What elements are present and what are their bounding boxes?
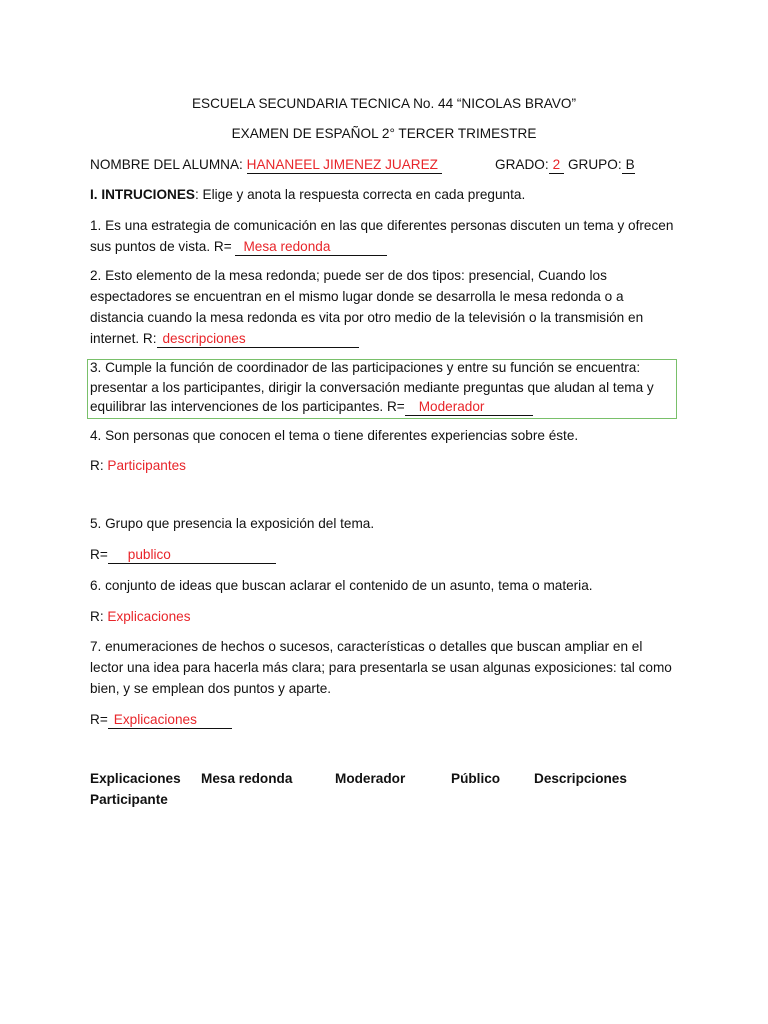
- answer-6-row: R: Explicaciones: [90, 609, 191, 624]
- student-name-value: HANANEEL JIMENEZ JUAREZ: [247, 157, 442, 174]
- grade-label: GRADO:: [495, 157, 549, 172]
- answer-4-row: R: Participantes: [90, 458, 186, 473]
- question-3-line-2: presentar a los participantes, dirigir la conversación mediante preguntas que aludan al tema y: [90, 380, 654, 395]
- answer-7: Explicaciones: [108, 712, 232, 729]
- question-4: 4. Son personas que conocen el tema o tiene diferentes experiencias sobre éste.: [90, 428, 579, 443]
- instructions-text: : Elige y anota la respuesta correcta en cada pregunta.: [194, 187, 526, 202]
- question-1-line-2: sus puntos de vista. R= Mesa redonda: [90, 237, 387, 257]
- answer-7-row: R= Explicaciones: [90, 710, 232, 730]
- question-2-line-1: 2. Esto elemento de la mesa redonda; puede ser de dos tipos: presencial, Cuando los: [90, 268, 607, 283]
- group-value: B: [622, 157, 635, 174]
- word-bank-item: Descripciones: [534, 771, 627, 786]
- question-6: 6. conjunto de ideas que buscan aclarar el contenido de un asunto, tema o materia.: [90, 578, 593, 593]
- question-3-line-3: equilibrar las intervenciones de los participantes. R= Moderador: [90, 397, 533, 417]
- question-7-line-2: lector una idea para hacerla más clara; para presentarla se usan algunas exposiciones: tal como: [90, 660, 672, 675]
- answer-5: publico: [108, 547, 276, 564]
- group-label: GRUPO:: [567, 157, 622, 172]
- word-bank-item: Público: [451, 771, 501, 786]
- answer-6: Explicaciones: [107, 609, 191, 624]
- grade-value: 2: [552, 157, 561, 172]
- word-bank-item: Explicaciones: [90, 771, 181, 786]
- question-2-line-2: espectadores se encuentran en el mismo lugar donde se desarrolla le mesa redonda o a: [90, 289, 624, 304]
- school-title: ESCUELA SECUNDARIA TECNICA No. 44 “NICOLAS BRAVO”: [191, 96, 576, 111]
- student-name-label: NOMBRE DEL ALUMNA:: [90, 157, 243, 172]
- student-name-row: [90, 155, 442, 175]
- grade-group-row: [495, 155, 635, 175]
- question-5: 5. Grupo que presencia la exposición del tema.: [90, 516, 375, 531]
- question-3-line-1: 3. Cumple la función de coordinador de las participaciones y entre su función se encuentra:: [90, 360, 641, 375]
- answer-2: descripciones: [157, 331, 359, 348]
- answer-4: Participantes: [107, 458, 186, 473]
- word-bank-item: Mesa redonda: [201, 771, 293, 786]
- instructions: [90, 185, 525, 205]
- answer-3: Moderador: [405, 399, 533, 416]
- answer-1: Mesa redonda: [235, 239, 387, 256]
- instructions-label: I. INTRUCIONES: [90, 187, 195, 202]
- question-1-line-1: 1. Es una estrategia de comunicación en las que diferentes personas discuten un tema y ofrecen: [90, 218, 674, 233]
- question-7-line-1: 7. enumeraciones de hechos o sucesos, características o detalles que buscan ampliar en el: [90, 639, 643, 654]
- question-2-line-4: internet. R: descripciones: [90, 329, 359, 349]
- word-bank-item: Participante: [90, 792, 168, 807]
- word-bank-item: Moderador: [335, 771, 406, 786]
- answer-5-row: R= publico: [90, 545, 276, 565]
- question-2-line-3: distancia cuando la mesa redonda es vita por otro medio de la televisión o la transmisión en: [90, 310, 644, 325]
- question-7-line-3: bien, y se emplean dos puntos y aparte.: [90, 681, 332, 696]
- exam-title: EXAMEN DE ESPAÑOL 2° TERCER TRIMESTRE: [231, 126, 537, 141]
